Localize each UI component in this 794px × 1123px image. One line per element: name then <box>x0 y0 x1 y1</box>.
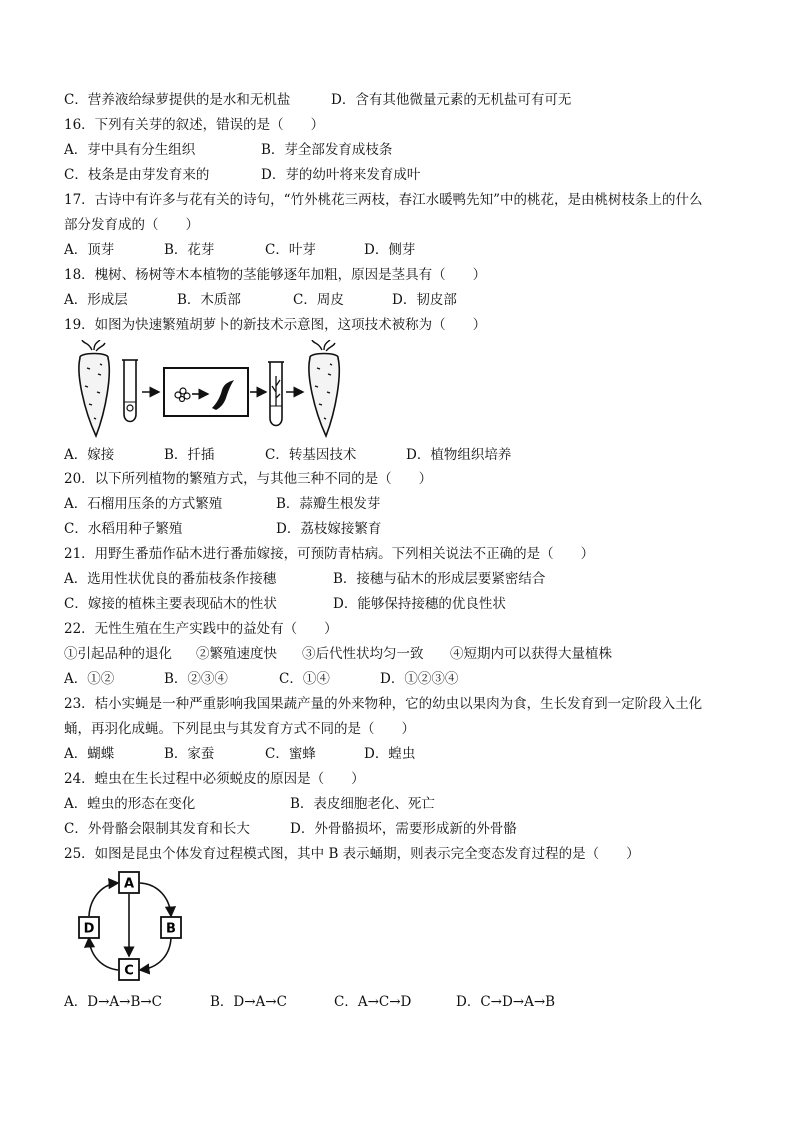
q22-item-2: ②繁殖速度快 <box>196 646 277 662</box>
q18-option-d: D．韧皮部 <box>392 292 457 308</box>
stage-c-box <box>119 959 139 980</box>
q16-option-a: A．芽中具有分生组织 <box>64 142 196 158</box>
stage-d-box <box>79 917 99 938</box>
q22-option-d: D．①②③④ <box>380 671 459 687</box>
test-tube-2-icon <box>268 362 284 426</box>
test-tube-1-icon <box>122 360 138 422</box>
arrow-d-to-a-icon <box>89 883 118 916</box>
q25-stem: 25．如图是昆虫个体发育过程模式图，其中 B 表示蛹期，则表示完全变态发育过程的是（ ） <box>64 846 640 862</box>
q23-option-d: D．蝗虫 <box>364 746 416 762</box>
q16-option-d: D．芽的幼叶将来发育成叶 <box>261 167 421 183</box>
q20-option-a: A．石榴用压条的方式繁殖 <box>64 496 223 512</box>
q25-option-b: B．D→A→C <box>210 994 287 1010</box>
q25-option-d: D．C→D→A→B <box>456 994 556 1010</box>
arrow-a-to-b-icon <box>140 883 171 916</box>
q16-stem: 16．下列有关芽的叙述，错误的是（ ） <box>64 117 325 133</box>
stage-b-box <box>161 917 181 938</box>
q15-option-d: D．含有其他微量元素的无机盐可有可无 <box>331 92 572 108</box>
q17-option-d: D．侧芽 <box>364 242 416 258</box>
q25-option-c: C．A→C→D <box>334 994 412 1010</box>
culture-dish-icon <box>164 368 248 416</box>
carrot-left-icon <box>79 340 109 436</box>
q22-stem: 22．无性生殖在生产实践中的益处有（ ） <box>64 621 338 637</box>
q18-stem: 18．槐树、杨树等木本植物的茎能够逐年加粗，原因是茎具有（ ） <box>64 267 487 283</box>
q18-option-b: B．木质部 <box>177 292 241 308</box>
stage-b-label: B <box>166 921 176 937</box>
q19-option-a: A．嫁接 <box>64 447 115 463</box>
q19-option-d: D．植物组织培养 <box>406 447 512 463</box>
q17-option-a: A．顶芽 <box>64 242 115 258</box>
q23-option-a: A．蝴蝶 <box>64 746 115 762</box>
q22-option-c: C．①④ <box>279 671 330 687</box>
q24-option-c: C．外骨骼会限制其发育和长大 <box>64 821 250 837</box>
q16-option-c: C．枝条是由芽发育来的 <box>64 167 210 183</box>
insect-development-diagram <box>74 866 186 988</box>
q23-option-c: C．蜜蜂 <box>265 746 316 762</box>
q21-option-b: B．接穗与砧木的形成层要紧密结合 <box>333 571 546 587</box>
q20-option-d: D．荔枝嫁接繁育 <box>276 521 382 537</box>
stage-a-box <box>119 872 139 893</box>
q21-option-a: A．选用性状优良的番茄枝条作接穗 <box>64 571 277 587</box>
q18-option-c: C．周皮 <box>293 292 344 308</box>
q19-stem: 19．如图为快速繁殖胡萝卜的新技术示意图，这项技术被称为（ ） <box>64 317 487 333</box>
q17-stem-line-2: 部分发育成的（ ） <box>64 217 199 233</box>
stage-c-label: C <box>124 963 134 979</box>
arrow-c-to-d-icon <box>89 938 118 970</box>
q21-stem: 21．用野生番茄作砧木进行番茄嫁接，可预防青枯病。下列相关说法不正确的是（ ） <box>64 546 595 562</box>
q22-option-b: B．②③④ <box>164 671 228 687</box>
q20-option-c: C．水稻用种子繁殖 <box>64 521 183 537</box>
stage-d-label: D <box>83 921 95 937</box>
q23-stem-line-2: 蛹，再羽化成蝇。下列昆虫与其发育方式不同的是（ ） <box>64 721 415 737</box>
q19-option-c: C．转基因技术 <box>265 447 357 463</box>
carrot-tissue-culture-figure <box>70 340 360 440</box>
q17-option-c: C．叶芽 <box>265 242 316 258</box>
q17-stem-line-1: 17．古诗中有许多与花有关的诗句，“竹外桃花三两枝，春江水暖鸭先知”中的桃花，是由桃树枝条上的什么 <box>64 192 703 208</box>
q16-option-b: B．芽全部发育成枝条 <box>261 142 393 158</box>
q22-item-4: ④短期内可以获得大量植株 <box>450 646 612 662</box>
q19-option-b: B．扦插 <box>164 447 215 463</box>
q20-stem: 20．以下所列植物的繁殖方式，与其他三种不同的是（ ） <box>64 471 433 487</box>
q20-option-b: B．蒜瓣生根发芽 <box>276 496 381 512</box>
stage-a-label: A <box>123 876 135 892</box>
q24-option-d: D．外骨骼损坏，需要形成新的外骨骼 <box>290 821 517 837</box>
q23-stem-line-1: 23．桔小实蝇是一种严重影响我国果蔬产量的外来物种，它的幼虫以果肉为食，生长发育到一定阶段入土化 <box>64 696 703 712</box>
q24-option-b: B．表皮细胞老化、死亡 <box>290 796 435 812</box>
carrot-right-icon <box>309 340 339 436</box>
arrow-b-to-c-icon <box>140 938 171 970</box>
q24-option-a: A．蝗虫的形态在变化 <box>64 796 196 812</box>
q21-option-c: C．嫁接的植株主要表现砧木的性状 <box>64 596 277 612</box>
q17-option-b: B．花芽 <box>164 242 215 258</box>
q25-option-a: A．D→A→B→C <box>64 994 163 1010</box>
q18-option-a: A．形成层 <box>64 292 128 308</box>
q22-item-1: ①引起品种的退化 <box>64 646 172 662</box>
q15-option-c: C．营养液给绿萝提供的是水和无机盐 <box>64 92 291 108</box>
q22-item-3: ③后代性状均匀一致 <box>302 646 424 662</box>
q24-stem: 24．蝗虫在生长过程中必须蜕皮的原因是（ ） <box>64 771 365 787</box>
q22-option-a: A．①② <box>64 671 115 687</box>
q23-option-b: B．家蚕 <box>164 746 215 762</box>
q21-option-d: D．能够保持接穗的优良性状 <box>333 596 506 612</box>
